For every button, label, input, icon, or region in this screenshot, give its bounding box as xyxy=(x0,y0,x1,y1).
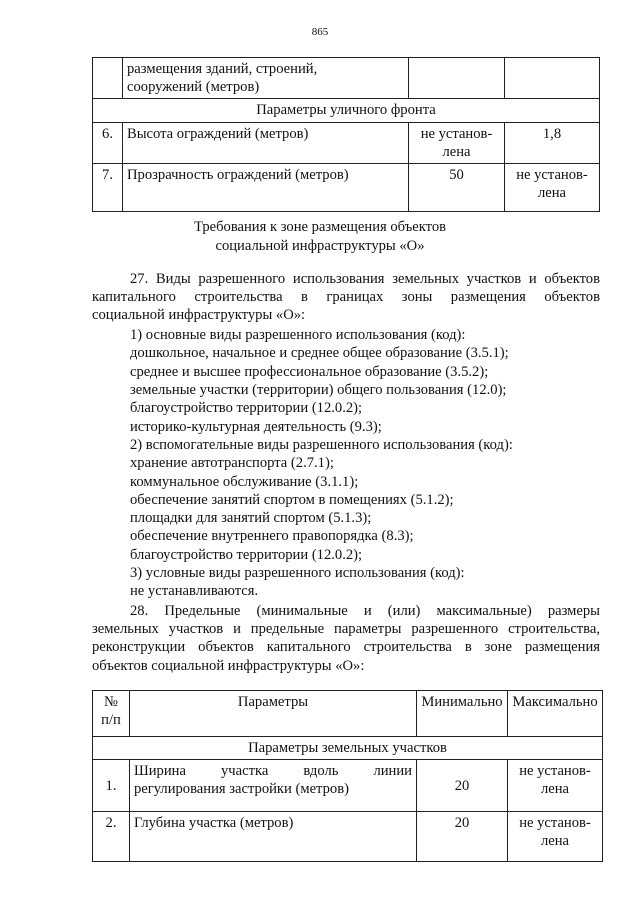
table-section-row xyxy=(93,737,603,760)
paragraph-line: реконструкции объектов капитального строительства в зоне размещения xyxy=(92,639,600,656)
table-section-row xyxy=(93,99,600,122)
list-item: 3) условные виды разрешенного использования (код): xyxy=(130,565,465,582)
maximum-cell: 1,8 xyxy=(505,122,600,163)
list-item: обеспечение внутреннего правопорядка (8.3); xyxy=(130,528,414,545)
paragraph-27-intro xyxy=(92,270,600,325)
list-item: хранение автотранспорта (2.7.1); xyxy=(130,455,334,472)
maximum-cell: не установ- лена xyxy=(508,812,603,862)
table-header-row xyxy=(93,691,603,737)
table-row xyxy=(93,164,600,212)
header-maximum: Максимально xyxy=(508,691,603,737)
row-number-cell: 6. xyxy=(93,122,123,163)
minimum-cell xyxy=(409,58,505,99)
row-number-cell: 7. xyxy=(93,164,123,212)
paragraph-line: социальной инфраструктуры «О»: xyxy=(92,307,306,324)
parameter-cell: Высота ограждений (метров) xyxy=(123,122,409,163)
maximum-cell: не установ- лена xyxy=(508,760,603,812)
section-title-street-front: Параметры уличного фронта xyxy=(93,99,600,122)
table-row xyxy=(93,122,600,163)
paragraph-28 xyxy=(92,602,600,675)
list-item: 1) основные виды разрешенного использования (код): xyxy=(130,327,466,343)
list-item: площадки для занятий спортом (5.1.3); xyxy=(130,510,372,527)
minimum-cell: 50 xyxy=(409,164,505,212)
page-number: 865 xyxy=(311,26,329,38)
header-minimum: Минимально xyxy=(417,691,508,737)
list-item: историко-культурная деятельность (9.3); xyxy=(130,418,382,435)
list-item: благоустройство территории (12.0.2); xyxy=(130,400,363,417)
maximum-cell xyxy=(505,58,600,99)
minimum-cell: 20 xyxy=(417,812,508,862)
parameter-cell: размещения зданий, строений, сооружений (метров) xyxy=(123,58,409,99)
list-item: не устанавливаются. xyxy=(130,583,259,600)
parameter-cell: Глубина участка (метров) xyxy=(130,812,417,862)
parameters-table xyxy=(92,690,603,862)
table-row xyxy=(93,58,600,99)
paragraph-line: 27. Виды разрешенного использования земельных участков и объектов xyxy=(130,271,600,287)
minimum-cell: не установ- лена xyxy=(409,122,505,163)
list-item: земельные участки (территории) общего пользования (12.0); xyxy=(130,381,507,398)
list-item: коммунальное обслуживание (3.1.1); xyxy=(130,473,359,490)
maximum-cell: не установ- лена xyxy=(505,164,600,212)
parameters-table-continued xyxy=(92,57,600,212)
parameter-cell: Ширина участка вдоль линии регулирования застройки (метров) xyxy=(130,760,417,812)
table-row xyxy=(93,812,603,862)
section-heading: Требования к зоне размещения объектов социальной инфраструктуры «О» xyxy=(193,219,447,254)
section-title-land-plots: Параметры земельных участков xyxy=(93,737,603,760)
row-number-cell: 2. xyxy=(93,812,130,862)
paragraph-line: капитального строительства в границах зоны размещения объектов xyxy=(92,289,600,306)
row-number-cell xyxy=(93,58,123,99)
list-item: благоустройство территории (12.0.2); xyxy=(130,546,363,563)
minimum-cell: 20 xyxy=(417,760,508,812)
list-item: 2) вспомогательные виды разрешенного использования (код): xyxy=(130,436,513,453)
paragraph-line: 28. Предельные (минимальные и (или) максимальные) размеры xyxy=(130,603,600,619)
paragraph-27-items xyxy=(130,326,600,601)
paragraph-line: земельных участков и предельные параметры разрешенного строительства, xyxy=(92,621,600,638)
header-parameters: Параметры xyxy=(130,691,417,737)
list-item: обеспечение занятий спортом в помещениях (5.1.2); xyxy=(130,491,454,508)
paragraph-line: объектов социальной инфраструктуры «О»: xyxy=(92,657,365,674)
list-item: среднее и высшее профессиональное образование (3.5.2); xyxy=(130,363,489,380)
header-number: № п/п xyxy=(93,691,130,737)
list-item: дошкольное, начальное и среднее общее образование (3.5.1); xyxy=(130,345,509,362)
table-row xyxy=(93,760,603,812)
parameter-cell: Прозрачность ограждений (метров) xyxy=(123,164,409,212)
row-number-cell: 1. xyxy=(93,760,130,812)
